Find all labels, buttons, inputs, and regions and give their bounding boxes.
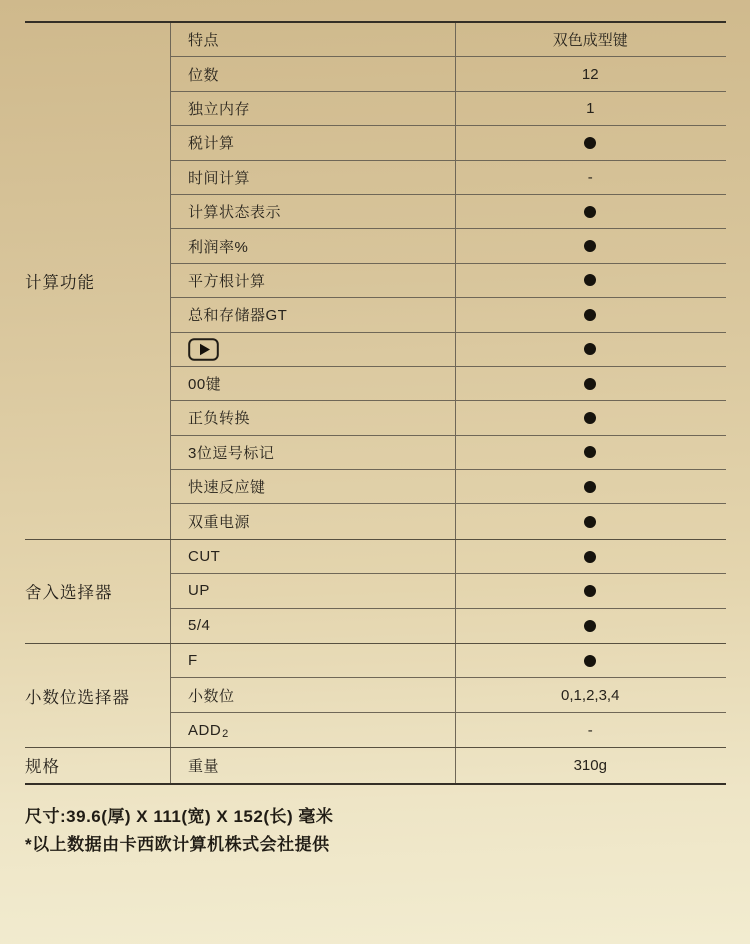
feature-not-available-dash: - — [587, 721, 593, 739]
table-row — [170, 713, 726, 747]
feature-label: 位数 — [188, 66, 220, 84]
table-row — [170, 264, 726, 298]
feature-label: 3位逗号标记 — [188, 444, 275, 462]
value-cell — [455, 540, 725, 573]
value-cell — [455, 57, 725, 90]
table-row — [170, 333, 726, 367]
table-row — [170, 161, 726, 195]
value-cell — [455, 504, 725, 538]
feature-enabled-dot — [584, 481, 596, 493]
feature-cell — [170, 540, 455, 573]
value-cell — [455, 264, 725, 297]
category-cell — [25, 644, 170, 747]
value-cell — [455, 367, 725, 400]
feature-enabled-dot — [584, 655, 596, 667]
feature-label: 00键 — [188, 376, 222, 394]
category-label: 规格 — [25, 758, 60, 777]
table-row — [170, 401, 726, 435]
feature-cell — [170, 470, 455, 503]
data-source-note: *以上数据由卡西欧计算机株式会社提供 — [25, 835, 330, 854]
feature-label: 重量 — [188, 757, 220, 775]
feature-cell — [170, 298, 455, 331]
table-row — [170, 229, 726, 263]
feature-label: 小数位 — [188, 687, 235, 705]
dimensions-text: 尺寸:39.6(厚) X 111(宽) X 152(长) 毫米 — [25, 807, 334, 826]
value-cell — [455, 229, 725, 262]
section-rows — [170, 748, 726, 782]
feature-cell — [170, 748, 455, 782]
feature-label: 特点 — [188, 32, 220, 50]
feature-enabled-dot — [584, 240, 596, 252]
table-row — [170, 470, 726, 504]
feature-label: 税计算 — [188, 135, 235, 153]
feature-cell — [170, 333, 455, 366]
section-rows — [170, 23, 726, 539]
value-cell — [455, 195, 725, 228]
feature-cell — [170, 574, 455, 607]
value-text: 12 — [581, 65, 599, 83]
table-row — [170, 540, 726, 574]
feature-cell — [170, 23, 455, 56]
category-label: 小数位选择器 — [25, 688, 130, 707]
feature-cell — [170, 264, 455, 297]
feature-enabled-dot — [584, 137, 596, 149]
spec-section-2 — [25, 644, 726, 748]
value-text: 1 — [586, 99, 595, 117]
feature-label: F — [188, 652, 198, 670]
value-cell — [455, 126, 725, 159]
table-row — [170, 678, 726, 712]
play-key-icon — [188, 338, 219, 361]
category-cell — [25, 748, 170, 782]
feature-cell — [170, 644, 455, 677]
value-cell — [455, 713, 725, 747]
value-cell — [455, 333, 725, 366]
feature-cell — [170, 504, 455, 538]
feature-label: 总和存储器GT — [188, 307, 288, 325]
table-row — [170, 748, 726, 782]
feature-cell — [170, 57, 455, 90]
value-cell — [455, 574, 725, 607]
value-cell — [455, 23, 725, 56]
feature-label: UP — [188, 582, 210, 600]
table-row — [170, 126, 726, 160]
feature-label: 正负转换 — [188, 410, 251, 428]
category-label: 计算功能 — [25, 273, 95, 292]
value-cell — [455, 92, 725, 125]
feature-cell — [170, 92, 455, 125]
feature-label: 平方根计算 — [188, 272, 266, 290]
feature-enabled-dot — [584, 343, 596, 355]
table-row — [170, 609, 726, 643]
feature-enabled-dot — [584, 551, 596, 563]
section-rows — [170, 644, 726, 747]
feature-enabled-dot — [584, 412, 596, 424]
feature-label: 快速反应键 — [188, 479, 266, 497]
feature-cell — [170, 161, 455, 194]
table-row — [170, 574, 726, 608]
table-row — [170, 644, 726, 678]
spec-section-3 — [25, 748, 726, 782]
value-cell — [455, 644, 725, 677]
feature-enabled-dot — [584, 585, 596, 597]
spec-section-1 — [25, 540, 726, 644]
value-cell — [455, 678, 725, 711]
feature-enabled-dot — [584, 620, 596, 632]
feature-label: 计算状态表示 — [188, 204, 282, 222]
value-cell — [455, 609, 725, 643]
feature-cell — [170, 126, 455, 159]
feature-label: 时间计算 — [188, 169, 251, 187]
feature-cell — [170, 713, 455, 747]
feature-enabled-dot — [584, 378, 596, 390]
footer — [25, 803, 725, 859]
feature-cell — [170, 401, 455, 434]
category-cell — [25, 540, 170, 643]
table-row — [170, 23, 726, 57]
feature-cell — [170, 367, 455, 400]
feature-enabled-dot — [584, 516, 596, 528]
feature-enabled-dot — [584, 446, 596, 458]
spec-table — [25, 21, 726, 785]
value-cell — [455, 470, 725, 503]
feature-cell — [170, 195, 455, 228]
feature-enabled-dot — [584, 274, 596, 286]
feature-cell — [170, 609, 455, 643]
table-row — [170, 504, 726, 538]
value-text: 双色成型键 — [552, 32, 628, 50]
spec-section-0 — [25, 23, 726, 540]
category-label: 舍入选择器 — [25, 584, 113, 603]
table-row — [170, 57, 726, 91]
value-cell — [455, 748, 725, 782]
table-row — [170, 367, 726, 401]
table-row — [170, 195, 726, 229]
table-row — [170, 436, 726, 470]
feature-label: 利润率% — [188, 238, 249, 256]
value-text: 0,1,2,3,4 — [561, 686, 620, 704]
feature-label: 5/4 — [188, 617, 211, 635]
category-cell — [25, 23, 170, 539]
feature-enabled-dot — [584, 206, 596, 218]
feature-enabled-dot — [584, 309, 596, 321]
value-cell — [455, 161, 725, 194]
table-row — [170, 298, 726, 332]
feature-cell — [170, 229, 455, 262]
feature-cell — [170, 436, 455, 469]
section-rows — [170, 540, 726, 643]
value-text: 310g — [573, 756, 607, 774]
value-cell — [455, 436, 725, 469]
table-row — [170, 92, 726, 126]
feature-label: ADD — [188, 721, 222, 739]
feature-label: 独立内存 — [188, 100, 251, 118]
feature-label: 双重电源 — [188, 514, 251, 532]
feature-cell — [170, 678, 455, 711]
feature-not-available-dash: - — [587, 168, 593, 186]
value-cell — [455, 401, 725, 434]
feature-label: CUT — [188, 548, 221, 566]
value-cell — [455, 298, 725, 331]
feature-label-subscript: 2 — [222, 728, 229, 741]
